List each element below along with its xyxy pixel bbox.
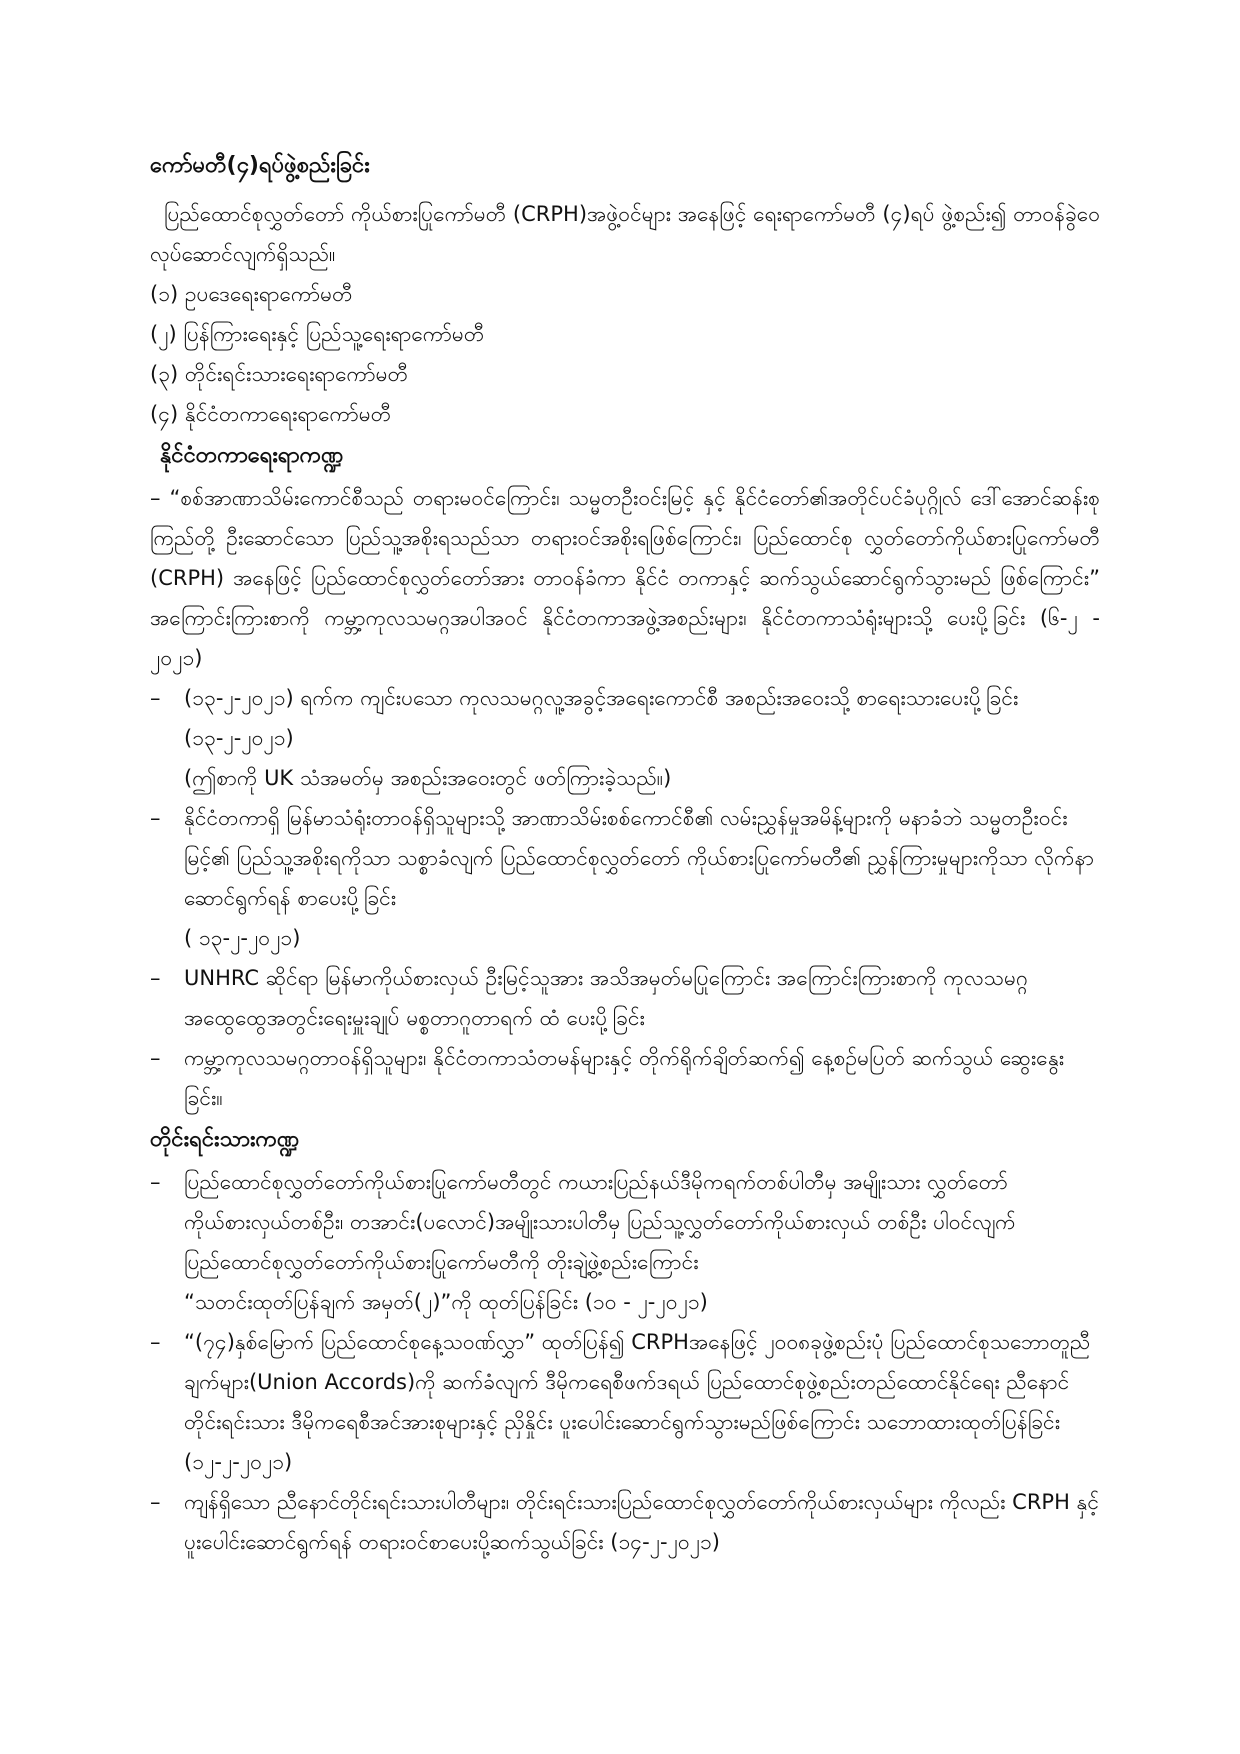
bullet-text: “(၇၄)နှစ်မြောက် ပြည်ထောင်စုနေ့သဝဏ်လွှာ” ထုတ်ပြန်၍ CRPHအနေဖြင့် ၂၀၀၈ခုဖွဲ့စည်းပုံ ပြည်ထောင်စုသဘောတူညီချက်များ(Union Accords)ကို ဆက်ခံလျက် ဒီမိုကရေစီဖက်ဒရယ် ပြည်ထောင်စုဖွဲ့စည်းတည်ထောင်နိုင်ရေး ညီနောင်တိုင်းရင်းသား ဒီမိုကရေစီအင်အားစုများနှင့် ညှိနှိုင်း ပူးပေါင်းဆောင်ရွက်သွားမည်ဖြစ်ကြောင်း သဘောထားထုတ်ပြန်ခြင်း (၁၂-၂-၂၀၂၁) xyxy=(184,1330,1091,1474)
intro-paragraph: ပြည်ထောင်စုလွှတ်တော် ကိုယ်စားပြုကော်မတီ (CRPH)အဖွဲ့ဝင်များ အနေဖြင့် ရေးရာကော်မတီ (၄)ရပ် ဖွဲ့စည်း၍ တာဝန်ခွဲဝေ လုပ်ဆောင်လျက်ရှိသည်။ xyxy=(150,202,1100,266)
committee-list xyxy=(150,274,1100,434)
foreign-bullet-item xyxy=(150,1038,1100,1118)
bullet-date: ( ၁၃-၂-၂၀၂၁) xyxy=(184,926,301,950)
foreign-bullet-item xyxy=(150,798,1100,958)
committee-item: (၃) တိုင်းရင်းသားရေးရာကော်မတီ xyxy=(150,362,409,386)
bullet-body xyxy=(184,1322,1100,1482)
bullet-text: ပြည်ထောင်စုလွှတ်တော်ကိုယ်စားပြုကော်မတီတွင် ကယားပြည်နယ်ဒီမိုကရက်တစ်ပါတီမှ အမျိုးသား လွှတ်တော်ကိုယ်စားလှယ်တစ်ဦး၊ တအာင်း(ပလောင်)အမျိုးသားပါတီမှ ပြည်သူ့လွှတ်တော်ကိုယ်စားလှယ် တစ်ဦး ပါဝင်လျက် ပြည်ထောင်စုလွှတ်တော်ကိုယ်စားပြုကော်မတီကို တိုးချဲ့ဖွဲ့စည်းကြောင်း xyxy=(184,1170,1016,1274)
dash-marker: – xyxy=(150,686,161,710)
bullet-text: (၁၃-၂-၂၀၂၁) ရက်က ကျင်းပသော ကုလသမဂ္ဂလူ့အခွင့်အရေးကောင်စီ အစည်းအဝေးသို့ စာရေးသားပေးပို့ခြင်း (၁၃-၂-၂၀၂၁) xyxy=(184,686,1019,750)
document-heading: ကော်မတီ(၄)ရပ်ဖွဲ့စည်းခြင်း xyxy=(150,153,370,178)
bullet-body xyxy=(184,1162,1100,1322)
bullet-text: ကမ္ဘာ့ကုလသမဂ္ဂတာဝန်ရှိသူများ၊ နိုင်ငံတကာသံတမန်များနှင့် တိုက်ရိုက်ချိတ်ဆက်၍ နေ့စဉ်မပြတ် ဆက်သွယ် ဆွေးနွေးခြင်း။ xyxy=(184,1046,1065,1110)
ethnic-bullet-item xyxy=(150,1162,1100,1322)
committee-item: (၂) ပြန်ကြားရေးနှင့် ပြည်သူ့ရေးရာကော်မတီ xyxy=(150,322,485,346)
bullet-text: ကျန်ရှိသော ညီနောင်တိုင်းရင်းသားပါတီများ၊ တိုင်းရင်းသားပြည်ထောင်စုလွှတ်တော်ကိုယ်စားလှယ်များ ကိုလည်း CRPH နှင့် ပူးပေါင်းဆောင်ရွက်ရန် တရားဝင်စာပေးပို့ဆက်သွယ်ခြင်း (၁၄-၂-၂၀၂၁) xyxy=(184,1490,1100,1554)
ethnic-affairs-heading: တိုင်းရင်းသားကဏ္ဍ xyxy=(150,1127,300,1152)
committee-item: (၁) ဥပဒေရေးရာကော်မတီ xyxy=(150,282,353,306)
ethnic-bullet-item xyxy=(150,1482,1100,1562)
bullet-body xyxy=(184,798,1100,958)
dash-marker: – xyxy=(150,1170,161,1194)
bullet-text: UNHRC ဆိုင်ရာ မြန်မာကိုယ်စားလှယ် ဦးမြင့်သူအား အသိအမှတ်မပြုကြောင်း အကြောင်းကြားစာကို ကုလသမဂ္ဂအထွေထွေအတွင်းရေးမှူးချုပ် မစ္စတာဂူတာရက် ထံ ပေးပို့ခြင်း xyxy=(184,966,1028,1030)
dash-marker: – xyxy=(150,1330,161,1354)
foreign-affairs-lead-paragraph: – “စစ်အာဏာသိမ်းကောင်စီသည် တရားမဝင်ကြောင်း၊ သမ္မတဦးဝင်းမြင့် နှင့် နိုင်ငံတော်၏အတိုင်ပင်ခံပုဂ္ဂိုလ် ဒေါ်အောင်ဆန်းစုကြည်တို့ ဦးဆောင်သော ပြည်သူ့အစိုးရသည်သာ တရားဝင်အစိုးရဖြစ်ကြောင်း၊ ပြည်ထောင်စု လွှတ်တော်ကိုယ်စားပြုကော်မတီ (CRPH) အနေဖြင့် ပြည်ထောင်စုလွှတ်တော်အား တာဝန်ခံကာ နိုင်ငံ တကာနှင့် ဆက်သွယ်ဆောင်ရွက်သွားမည် ဖြစ်ကြောင်း” အကြောင်းကြားစာကို ကမ္ဘာ့ကုလသမဂ္ဂအပါအဝင် နိုင်ငံတကာအဖွဲ့အစည်းများ၊ နိုင်ငံတကာသံရုံးများသို့ ပေးပို့ခြင်း (၆-၂ - ၂၀၂၁) xyxy=(150,486,1100,670)
bullet-note: “သတင်းထုတ်ပြန်ချက် အမှတ်(၂)”ကို ထုတ်ပြန်ခြင်း (၁၀ - ၂-၂၀၂၁) xyxy=(184,1290,708,1314)
bullet-body xyxy=(184,1482,1100,1562)
dash-marker: – xyxy=(150,806,161,830)
bullet-body xyxy=(184,1038,1100,1118)
bullet-body xyxy=(184,958,1100,1038)
foreign-bullet-item xyxy=(150,678,1100,798)
document-page xyxy=(150,150,1100,1562)
bullet-text: နိုင်ငံတကာရှိ မြန်မာသံရုံးတာဝန်ရှိသူများသို့ အာဏာသိမ်းစစ်ကောင်စီ၏ လမ်းညွှန်မှုအမိန့်များကို မနာခံဘဲ သမ္မတဦးဝင်းမြင့်၏ ပြည်သူ့အစိုးရကိုသာ သစ္စာခံလျက် ပြည်ထောင်စုလွှတ်တော် ကိုယ်စားပြုကော်မတီ၏ ညွှန်ကြားမှုများကိုသာ လိုက်နာဆောင်ရွက်ရန် စာပေးပို့ခြင်း xyxy=(184,806,1095,910)
foreign-bullet-item xyxy=(150,958,1100,1038)
bullet-note: (ဤစာကို UK သံအမတ်မှ အစည်းအဝေးတွင် ဖတ်ကြားခဲ့သည်။) xyxy=(184,766,672,790)
committee-item: (၄) နိုင်ငံတကာရေးရာကော်မတီ xyxy=(150,402,392,426)
foreign-affairs-heading: နိုင်ငံတကာရေးရာကဏ္ဍ xyxy=(160,443,344,468)
ethnic-bullet-item xyxy=(150,1322,1100,1482)
dash-marker: – xyxy=(150,966,161,990)
bullet-body xyxy=(184,678,1100,798)
dash-marker: – xyxy=(150,1046,161,1070)
dash-marker: – xyxy=(150,1490,161,1514)
